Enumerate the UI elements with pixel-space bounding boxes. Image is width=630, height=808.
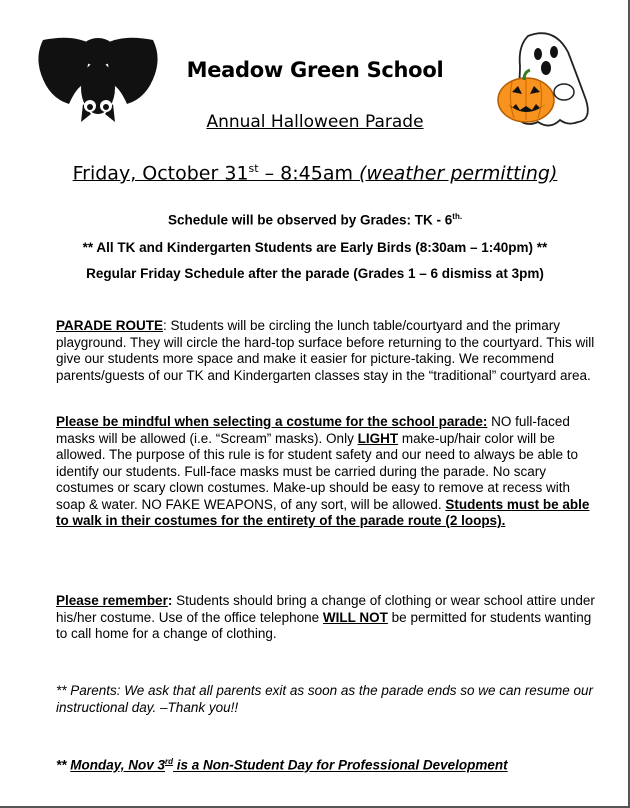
- footer-note: [56, 754, 596, 774]
- early-birds-line: ** All TK and Kindergarten Students are Early Birds (8:30am – 1:40pm) **: [82, 240, 548, 255]
- grades-text: Schedule will be observed by Grades: TK - 6: [167, 212, 453, 228]
- date-suffix: st: [248, 162, 259, 175]
- remember-body-1: Students should bring a change of clothing or wear school attire under his/her costume. Use of the office telephone: [56, 593, 595, 625]
- footer-sup: rd: [165, 757, 174, 766]
- costume-body-1: NO full-faced masks will be allowed (i.e. “Scream” masks). Only: [56, 414, 570, 446]
- remember-paragraph: [56, 593, 596, 643]
- footer-prefix: **: [56, 757, 71, 773]
- light-emphasis: LIGHT: [357, 430, 399, 446]
- parents-note: ** Parents: We ask that all parents exit as soon as the parade ends so we can resume our instructional day. –Thank you!!: [56, 683, 594, 715]
- remember-body-2: be permitted for students wanting to call home for a change of clothing.: [56, 609, 592, 641]
- costume-heading: Please be mindful when selecting a costume for the school parade:: [56, 414, 488, 429]
- remember-colon: :: [167, 593, 173, 608]
- will-not-emphasis: WILL NOT: [322, 609, 388, 625]
- event-date: [0, 162, 630, 184]
- grades-line: [0, 212, 630, 228]
- parade-route-paragraph: [56, 318, 596, 384]
- walk-note: Students must be able to walk in their costumes for the entirety of the parade route (2 loops).: [56, 496, 590, 528]
- grades-sup: th.: [452, 212, 463, 221]
- remember-heading: Please remember: [56, 593, 168, 608]
- costume-body-2: make-up/hair color will be allowed. The purpose of this rule is for student safety and our need to always be able to identify our students. Full-face masks must be carried during the parade. No scary costumes or scary clown costumes. Make-up should be easy to remove at recess with soap & water. NO FAKE WEAPONS, of any sort, will be allowed.: [56, 430, 579, 512]
- costume-paragraph: [56, 414, 596, 530]
- weather-note: (weather permitting): [359, 162, 558, 185]
- date-time: – 8:45am: [258, 162, 360, 185]
- parade-route-heading: PARADE ROUTE: [56, 318, 164, 333]
- regular-schedule-line: Regular Friday Schedule after the parade (Grades 1 – 6 dismiss at 3pm): [86, 266, 544, 281]
- footer-date: Monday, Nov 3: [70, 757, 166, 773]
- school-name: Meadow Green School: [186, 58, 444, 82]
- date-prefix: Friday, October 31: [72, 162, 249, 185]
- event-title: Annual Halloween Parade: [206, 112, 424, 132]
- parade-route-body: : Students will be circling the lunch table/courtyard and the primary playground. They will circle the hard-top surface before returning to the courtyard. This will give our students more space and make it easier for picture-taking. We recommend parents/guests of our TK and Kindergarten classes stay in the “traditional” courtyard area.: [56, 318, 595, 383]
- footer-rest: is a Non-Student Day for Professional Development: [173, 757, 508, 773]
